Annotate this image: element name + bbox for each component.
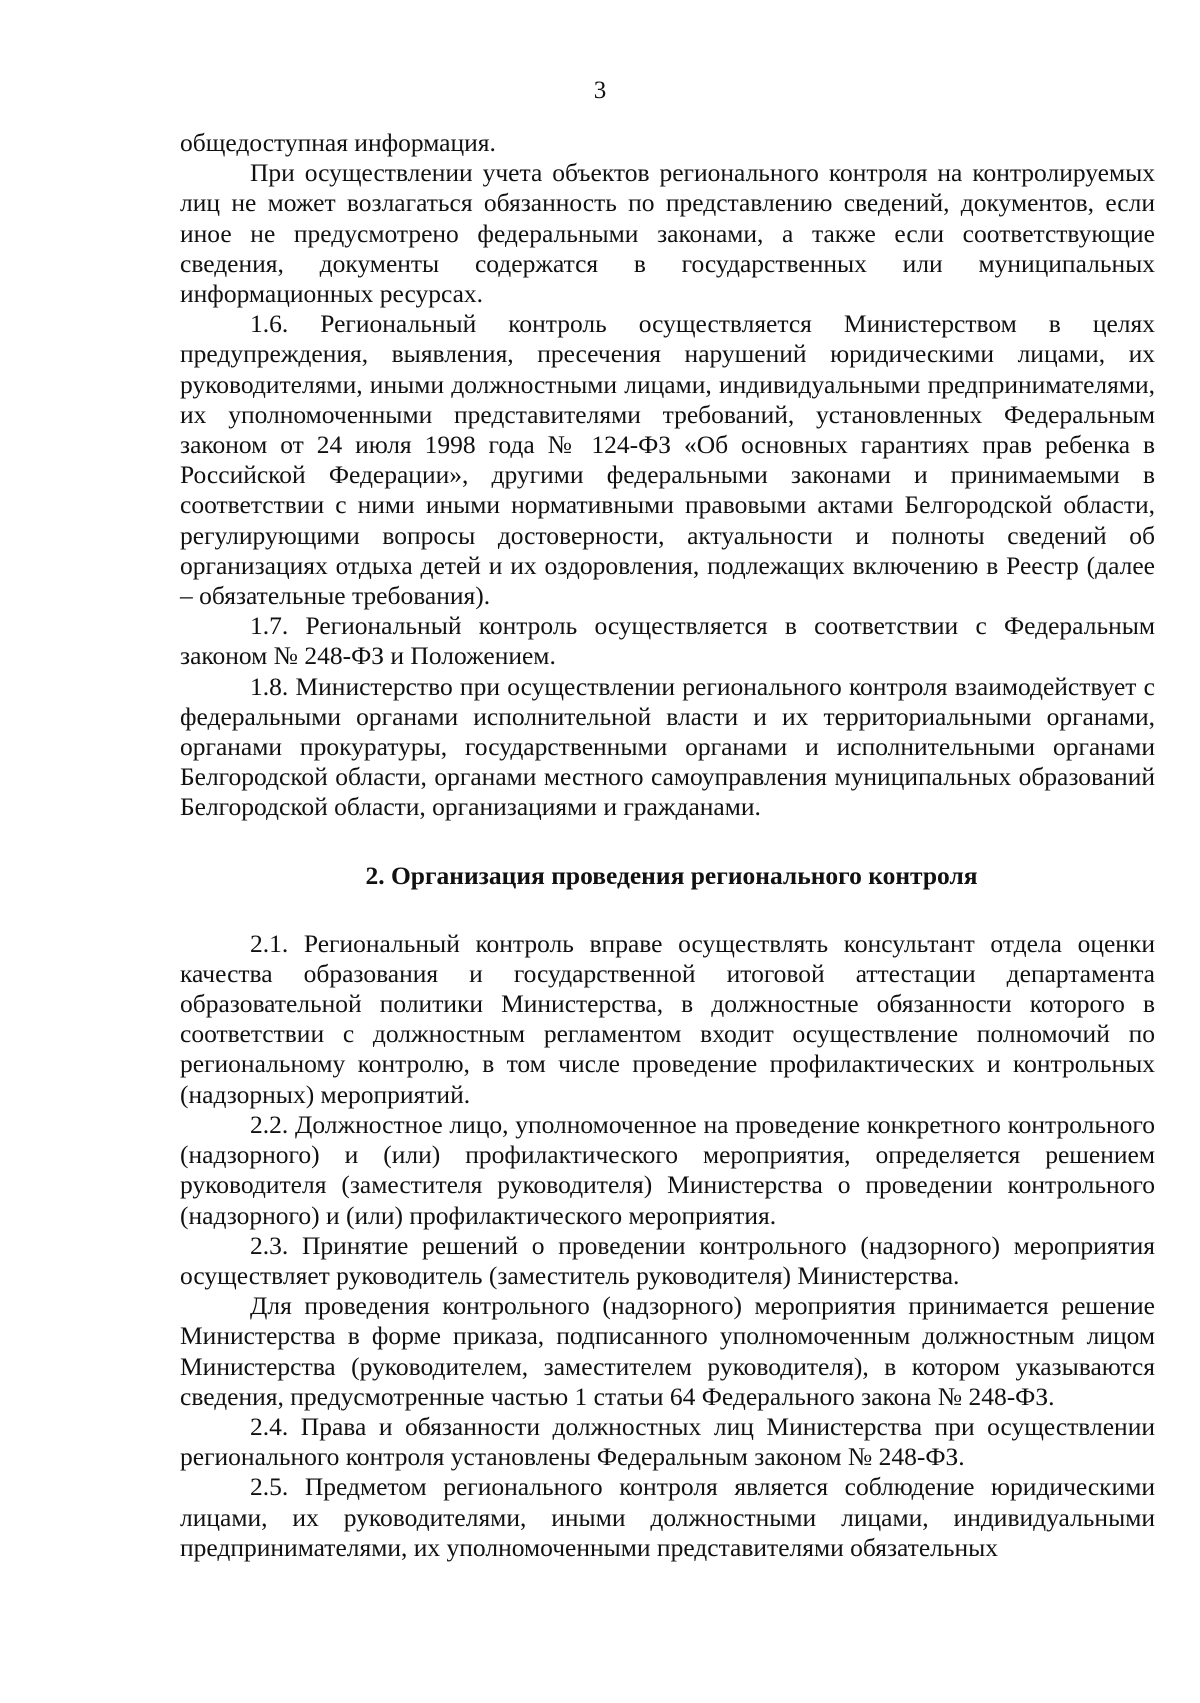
paragraph-1-6: 1.6. Региональный контроль осуществляется Министерством в целях предупреждения, выявления, пресечения нарушений юридическими лицами, их руководителями, иными должностными лицами, индивидуальными предпринимателями, их уполномоченными представителями требований, установленных Федеральным законом от 24 июля 1998 года № 124-ФЗ «Об основных гарантиях прав ребенка в Российской Федерации», другими федеральными законами и принимаемыми в соответствии с ними иными нормативными правовыми актами Белгородской области, регулирующими вопросы достоверности, актуальности и полноты сведений об организациях отдыха детей и их оздоровления, подлежащих включению в Реестр (далее – обязательные требования).: [180, 309, 1155, 611]
paragraph-1-7: 1.7. Региональный контроль осуществляется в соответствии с Федеральным законом № 248-ФЗ и Положением.: [180, 611, 1155, 671]
section-heading: 2. Организация проведения регионального контроля: [365, 860, 978, 890]
paragraph-2-5: 2.5. Предметом регионального контроля является соблюдение юридическими лицами, их руководителями, иными должностными лицами, индивидуальными предпринимателями, их уполномоченными представителями обязательных: [180, 1472, 1155, 1562]
page-number: 3: [593, 77, 607, 104]
paragraph-1-8: 1.8. Министерство при осуществлении регионального контроля взаимодействует с федеральными органами исполнительной власти и их территориальными органами, органами прокуратуры, государственными органами и исполнительными органами Белгородской области, органами местного самоуправления муниципальных образований Белгородской области, организациями и гражданами.: [180, 671, 1155, 822]
paragraph: Для проведения контрольного (надзорного) мероприятия принимается решение Министерства в форме приказа, подписанного уполномоченным должностным лицом Министерства (руководителем, заместителем руководителя), в котором указываются сведения, предусмотренные частью 1 статьи 64 Федерального закона № 248-ФЗ.: [180, 1291, 1155, 1411]
paragraph-2-1: 2.1. Региональный контроль вправе осуществлять консультант отдела оценки качества образования и государственной итоговой аттестации департамента образовательной политики Министерства, в должностные обязанности которого в соответствии с должностным регламентом входит осуществление полномочий по региональному контролю, в том числе проведение профилактических и контрольных (надзорных) мероприятий.: [180, 928, 1155, 1109]
paragraph: общедоступная информация.: [180, 128, 496, 157]
paragraph-2-4: 2.4. Права и обязанности должностных лиц Министерства при осуществлении регионального контроля установлены Федеральным законом № 248-ФЗ.: [180, 1411, 1155, 1472]
document-body: [180, 128, 1155, 1563]
paragraph-2-2: 2.2. Должностное лицо, уполномоченное на проведение конкретного контрольного (надзорного) и (или) профилактического мероприятия, определяется решением руководителя (заместителя руководителя) Министерства о проведении контрольного (надзорного) и (или) профилактического мероприятия.: [180, 1109, 1155, 1230]
paragraph-2-3: 2.3. Принятие решений о проведении контрольного (надзорного) мероприятия осуществляет руководитель (заместитель руководителя) Министерства.: [180, 1230, 1155, 1290]
paragraph: При осуществлении учета объектов регионального контроля на контролируемых лиц не может возлагаться обязанность по представлению сведений, документов, если иное не предусмотрено федеральными законами, а также если соответствующие сведения, документы содержатся в государственных или муниципальных информационных ресурсах.: [180, 158, 1155, 309]
